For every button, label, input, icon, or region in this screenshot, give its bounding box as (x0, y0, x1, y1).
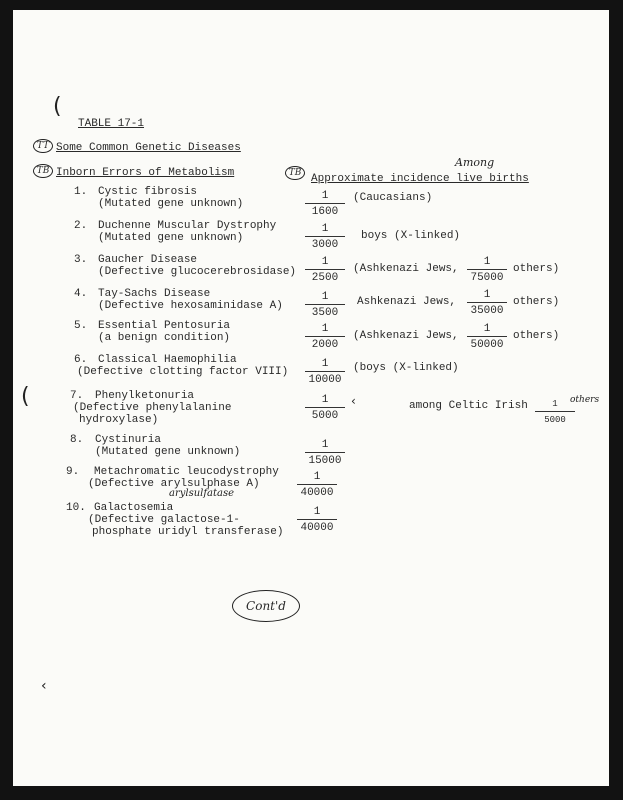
disease-description: (Mutated gene unknown) (95, 446, 241, 458)
incidence-fraction: $\frac{1}{2500}$ (305, 256, 345, 284)
contd-handwritten-note: Cont'd (232, 590, 300, 622)
note-fraction: $\frac{1}{75000}$ (467, 256, 507, 284)
incidence-fraction: $\frac{1}{10000}$ (305, 358, 345, 386)
incidence-fraction: $\frac{1}{5000}$ (305, 394, 345, 422)
disease-name: Cystinuria (95, 434, 162, 446)
note-fraction: $\frac{1}{50000}$ (467, 323, 507, 351)
incidence-note: Ashkenazi Jews, (357, 296, 457, 308)
disease-number: 9. (66, 466, 80, 478)
disease-name: Cystic fibrosis (98, 186, 198, 198)
disease-number: 6. (74, 354, 88, 366)
disease-number: 8. (70, 434, 84, 446)
disease-name: Metachromatic leucodystrophy (94, 466, 279, 478)
incidence-fraction: $\frac{1}{3500}$ (305, 291, 345, 319)
disease-name: Galactosemia (94, 502, 174, 514)
disease-description: (a benign condition) (98, 332, 231, 344)
incidence-fraction: $\frac{1}{1600}$ (305, 190, 345, 218)
disease-description: (Defective arylsulphase A) (88, 478, 260, 490)
incidence-note: boys (X-linked) (361, 230, 461, 242)
tt-markup-circle: TT (33, 139, 53, 153)
incidence-note: (Ashkenazi Jews, (353, 263, 459, 275)
tb-markup-circle: TB (33, 164, 53, 178)
note-after: others) (513, 263, 560, 275)
disease-description: (Defective galactose-1- (88, 514, 240, 526)
arylsulfatase-handwritten: arylsulfatase (169, 488, 235, 499)
incidence-note: among Celtic Irish (409, 400, 528, 412)
incidence-note: (Caucasians) (353, 192, 433, 204)
disease-number: 4. (74, 288, 88, 300)
among-handwritten: Among (455, 156, 495, 169)
disease-description: (Defective clotting factor VIII) (77, 366, 289, 378)
disease-number: 10. (66, 502, 86, 514)
disease-name: Phenylketonuria (95, 390, 195, 402)
incidence-heading: Approximate incidence live births (311, 173, 529, 185)
margin-bracket-mark: ( (21, 384, 30, 409)
others-handwritten: others (570, 395, 600, 405)
incidence-fraction: $\frac{1}{3000}$ (305, 223, 345, 251)
document-page (13, 10, 609, 786)
incidence-note: (boys (X-linked) (353, 362, 459, 374)
disease-description-2: hydroxylase) (79, 414, 159, 426)
disease-description: (Mutated gene unknown) (98, 232, 244, 244)
corner-mark: ‹ (41, 678, 47, 694)
disease-description: (Defective phenylalanine (73, 402, 232, 414)
disease-number: 3. (74, 254, 88, 266)
disease-name: Tay-Sachs Disease (98, 288, 211, 300)
incidence-fraction: $\frac{1}{2000}$ (305, 323, 345, 351)
note-fraction: $\frac{1}{35000}$ (467, 289, 507, 317)
disease-number: 2. (74, 220, 88, 232)
disease-number: 5. (74, 320, 88, 332)
note-after: others) (513, 330, 560, 342)
section-heading: Inborn Errors of Metabolism (56, 167, 235, 179)
disease-description: (Defective glucocerebrosidase) (98, 266, 297, 278)
tb-markup-circle-2: TB (285, 166, 305, 180)
incidence-note: (Ashkenazi Jews, (353, 330, 459, 342)
disease-name: Duchenne Muscular Dystrophy (98, 220, 277, 232)
incidence-fraction: $\frac{1}{15000}$ (305, 439, 345, 467)
disease-name: Gaucher Disease (98, 254, 198, 266)
incidence-fraction: $\frac{1}{40000}$ (297, 506, 337, 534)
table-label: TABLE 17-1 (78, 118, 145, 130)
incidence-fraction: $\frac{1}{40000}$ (297, 471, 337, 499)
table-title: Some Common Genetic Diseases (56, 142, 241, 154)
disease-number: 1. (74, 186, 88, 198)
disease-description: (Mutated gene unknown) (98, 198, 244, 210)
disease-description-2: phosphate uridyl transferase) (92, 526, 284, 538)
margin-bracket-mark: ( (53, 94, 62, 119)
disease-name: Classical Haemophilia (98, 354, 237, 366)
note-fraction: $\frac{1}{5000}$ (535, 398, 575, 426)
note-after: others) (513, 296, 560, 308)
disease-name: Essential Pentosuria (98, 320, 231, 332)
disease-description: (Defective hexosaminidase A) (98, 300, 283, 312)
check-mark: ‹ (351, 394, 356, 408)
disease-number: 7. (70, 390, 84, 402)
